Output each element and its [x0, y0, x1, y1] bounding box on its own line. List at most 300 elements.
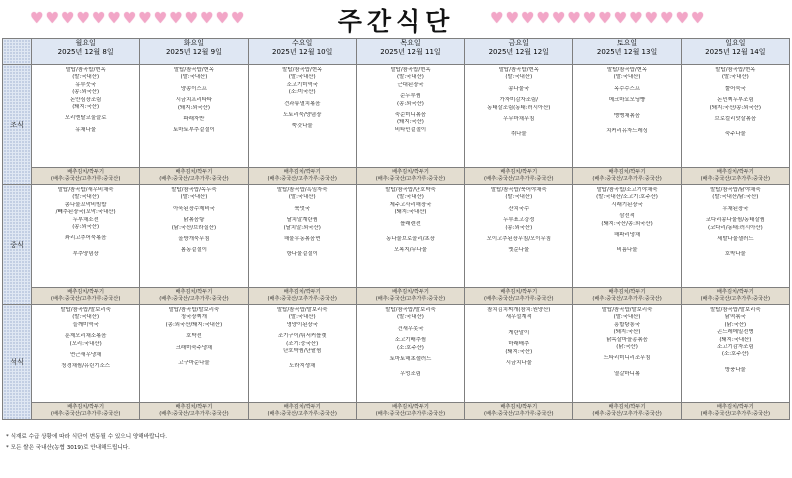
- day-date: 2025년 12월 13일: [596, 48, 658, 56]
- kimchi-name: 배추김치/깍두기: [392, 289, 429, 296]
- menu-item: (돼지:국산): [397, 119, 424, 126]
- menu-items: [249, 305, 356, 371]
- kimchi-origin: (배추:중국산/고추가루:중국산): [50, 296, 121, 302]
- kimchi-name: 배추김치/깍두기: [67, 169, 105, 176]
- menu-item: 흥합탕통국: [614, 321, 641, 328]
- menu-item: 방풍나물: [724, 366, 746, 373]
- kimchi-name: 배추김치/깍두기: [500, 169, 538, 176]
- menu-item: (소:호주산): [397, 344, 424, 351]
- kimchi-cell: [248, 168, 356, 185]
- menu-items: [140, 305, 247, 367]
- page-header: [0, 0, 792, 38]
- day-name: 수요일: [292, 39, 313, 47]
- day-header: [356, 39, 464, 65]
- menu-item: 발탑/참곡밥/현옥: [390, 67, 431, 73]
- day-name: 일요일: [725, 39, 746, 47]
- menu-item: (발:국내산): [180, 74, 208, 81]
- kimchi-origin: (배추:중국산/고추가루:중국산): [700, 411, 771, 417]
- heart-icon: ♥: [107, 9, 121, 27]
- menu-item: 발탑/참곡밥/녹두죽: [171, 187, 217, 193]
- kimchi-name: 배추김치/깍두기: [175, 404, 213, 411]
- menu-item: (오리:국내산): [69, 340, 102, 347]
- kimchi-cell: [681, 168, 789, 185]
- menu-item: 발탑/참곡밥/현옥: [65, 67, 106, 73]
- menu-cell-breakfast: [248, 65, 356, 168]
- kimchi-origin: (배추:중국산/고추가루:중국산): [484, 296, 554, 302]
- heart-icon: ♥: [536, 9, 550, 27]
- menu-item: 죽순미니볶음: [394, 112, 427, 119]
- menu-item: (발:국내산): [397, 314, 424, 321]
- menu-item: 메크마요모닝빵: [608, 97, 646, 104]
- menu-item: (돼지:국산): [613, 329, 641, 336]
- menu-item: 소고기미역국: [286, 81, 318, 88]
- weekly-menu-table: [2, 38, 790, 420]
- menu-item: 발탑/참곡밥/발보리죽: [60, 307, 111, 313]
- menu-items: [249, 65, 356, 131]
- menu-item: (돼지:국산/콩:외국산): [709, 104, 761, 111]
- kimchi-cell: [140, 288, 248, 305]
- kimchi-cell: [356, 403, 464, 420]
- menu-cell-lunch: [32, 185, 140, 288]
- menu-item: (닭:국산/브라질산): [171, 224, 217, 231]
- kimchi-name: 배추김치/깍두기: [716, 404, 754, 411]
- heart-icon: ♥: [45, 9, 59, 27]
- kimchi-name: 배추김치/깍두기: [608, 289, 646, 296]
- heart-icon: ♥: [230, 9, 245, 27]
- menu-item: 견과류멸치볶음: [283, 100, 321, 107]
- menu-cell-lunch: [681, 185, 789, 288]
- kimchi-cell: [140, 403, 248, 420]
- kimchi-cell: [573, 168, 681, 185]
- kimchi-cell: [356, 168, 464, 185]
- meal-row-dinner: [3, 305, 790, 403]
- menu-items: [249, 185, 356, 259]
- kimchi-origin: (배추:중국산/고추가루:중국산): [700, 176, 771, 182]
- menu-item: 조기구이/튀서커틀렛: [277, 333, 327, 340]
- menu-item: 근대된장국: [397, 81, 424, 88]
- menu-item: 올방개묵무침: [178, 236, 210, 243]
- heart-icon: ♥: [153, 9, 168, 27]
- kimchi-cell: [356, 288, 464, 305]
- menu-item: 참치김치찌개(참치:원양산): [487, 307, 551, 313]
- kimchi-origin: (배추:중국산/고추가루:중국산): [375, 176, 446, 182]
- menu-item: (발:국내산): [180, 194, 208, 201]
- heart-icon: ♥: [199, 9, 214, 27]
- menu-item: 유부뭇국: [75, 81, 97, 88]
- heart-icon: ♥: [76, 9, 90, 27]
- menu-item: 취나물: [510, 131, 527, 138]
- menu-item: (돼지:외국산): [177, 104, 210, 111]
- menu-items: [682, 65, 789, 139]
- menu-item: (돼지:국내산): [394, 209, 427, 216]
- kimchi-origin: (배추:중국산/고추가루:중국산): [484, 411, 554, 417]
- menu-cell-breakfast: [465, 65, 573, 168]
- menu-item: (발:국내산): [72, 194, 100, 201]
- menu-items: [357, 65, 464, 134]
- menu-item: 해물우동볶음면: [283, 236, 321, 243]
- menu-items: [465, 65, 572, 139]
- menu-item: 새우설계적: [505, 314, 532, 321]
- menu-cell-breakfast: [32, 65, 140, 168]
- menu-item: 우엉조림: [400, 371, 421, 378]
- menu-item: 호박전: [186, 333, 202, 340]
- menu-item: 부추양념장: [72, 250, 99, 257]
- menu-item: (닭:국산): [724, 321, 747, 328]
- heart-icon: ♥: [551, 9, 566, 27]
- day-name: 토요일: [616, 39, 638, 47]
- kimchi-origin: (배추:중국산/고추가루:중국산): [159, 411, 229, 417]
- kimchi-origin: (배추:중국산/고추가루:중국산): [50, 411, 121, 417]
- kimchi-origin: (배추:중국산/고추가루:중국산): [267, 176, 337, 182]
- menu-item: (돼지:국산): [72, 104, 100, 111]
- menu-items: [573, 65, 680, 135]
- day-date: 2025년 12월 9일: [165, 48, 222, 56]
- kimchi-name: 배추김치/깍두기: [500, 289, 538, 296]
- menu-item: 발탑/참곡밥/발보리죽: [385, 307, 436, 313]
- heart-icon: ♥: [690, 9, 705, 27]
- kimchi-name: 배추김치/깍두기: [283, 289, 321, 296]
- kimchi-name: 배추김치/깍두기: [67, 404, 105, 411]
- menu-item: 오복지/무나물: [393, 247, 428, 254]
- kimchi-name: 배추김치/깍두기: [608, 404, 646, 411]
- menu-item: 동태살조림(동태:러시아산): [487, 104, 551, 111]
- kimchi-origin: (배추:중국산/고추가루:중국산): [159, 296, 229, 302]
- menu-item: 열갈마니볶: [614, 370, 641, 377]
- menu-item: (발:국내산/소고기:호주산): [596, 194, 658, 201]
- kimchi-row: [3, 288, 790, 305]
- menu-item: (돼지:국산): [505, 348, 533, 355]
- menu-item: (조기:중국산): [286, 340, 319, 347]
- menu-items: [140, 65, 247, 135]
- menu-item: 동나물브로콜리/초장: [386, 236, 435, 243]
- menu-cell-dinner: [356, 305, 464, 403]
- heart-icon: ♥: [505, 9, 519, 27]
- day-date: 2025년 12월 14일: [705, 48, 766, 56]
- menu-item: 아욱된장수제비국: [173, 205, 215, 212]
- menu-item: (발:국내산): [397, 74, 424, 81]
- menu-cell-lunch: [248, 185, 356, 288]
- meal-label: 조식: [3, 65, 32, 185]
- heart-icon: ♥: [598, 9, 612, 27]
- kimchi-name: 배추김치/깍두기: [67, 289, 105, 296]
- day-date: 2025년 12월 8일: [57, 48, 114, 56]
- menu-items: [682, 185, 789, 259]
- menu-item: 북엇국: [294, 205, 311, 212]
- kimchi-name: 배추김치/깍두기: [175, 169, 213, 176]
- meal-label: 중식: [3, 185, 32, 305]
- menu-items: [32, 65, 139, 134]
- menu-item: 발탑/참곡밥/현옥: [498, 67, 539, 73]
- kimchi-origin: (배추:중국산/고추가루:중국산): [484, 176, 554, 182]
- menu-items: [357, 185, 464, 255]
- menu-cell-dinner: [32, 305, 140, 403]
- kimchi-origin: (배추:중국산/고추가루:중국산): [592, 411, 662, 417]
- menu-item: 봄동겉절이: [180, 247, 207, 254]
- heart-icon: ♥: [60, 9, 75, 27]
- menu-items: [573, 305, 680, 378]
- note-rice: * 모든 쌀은 국내산(농협 3019)로 안내해드립니다.: [6, 445, 130, 451]
- menu-item: 느타리미니리조무침: [603, 355, 651, 362]
- kimchi-origin: (배추:중국산/고추가루:중국산): [159, 176, 229, 182]
- menu-item: 토마토부추겉절이: [173, 127, 215, 134]
- menu-item: 콩나물꼬막비빔밥: [64, 201, 107, 208]
- heart-icon: ♥: [91, 9, 106, 27]
- day-name: 화요일: [183, 39, 205, 47]
- kimchi-origin: (배추:중국산/고추가루:중국산): [592, 176, 662, 182]
- menu-item: 시금치나물: [505, 360, 532, 367]
- menu-cell-dinner: [573, 305, 681, 403]
- menu-items: [32, 305, 139, 371]
- kimchi-cell: [465, 288, 573, 305]
- menu-item: (소:미국산): [288, 89, 316, 96]
- menu-item: 우무마채무침: [503, 116, 535, 123]
- menu-item: 도라지생채: [289, 363, 316, 370]
- heart-icon: ♥: [215, 9, 229, 27]
- kimchi-row: [3, 168, 790, 185]
- heart-icon: ♥: [490, 9, 504, 27]
- menu-item: 제주고사리해장국: [389, 201, 432, 208]
- menu-items: [140, 185, 247, 255]
- heart-icon: ♥: [675, 9, 689, 27]
- day-name: 금요일: [508, 39, 529, 47]
- kimchi-cell: [681, 288, 789, 305]
- menu-item: 단호박찜/단팥찜: [283, 348, 322, 355]
- menu-cell-dinner: [140, 305, 248, 403]
- day-name: 목요일: [400, 39, 421, 47]
- kimchi-cell: [681, 403, 789, 420]
- day-header: [248, 39, 356, 65]
- heart-icon: ♥: [659, 9, 674, 27]
- menu-item: (콩:외국산): [397, 100, 424, 107]
- menu-item: 숙주나물: [724, 131, 746, 138]
- menu-item: (발:국내산): [721, 74, 749, 81]
- menu-cell-lunch: [465, 185, 573, 288]
- menu-item: 비름나물: [616, 247, 638, 254]
- menu-item: 발탑/참곡밥/현옥: [715, 67, 756, 73]
- heart-icon: ♥: [582, 9, 597, 27]
- menu-item: 발탑/참곡밥/발보리죽: [168, 307, 220, 313]
- menu-item: (콩:외국산): [505, 224, 533, 231]
- menu-item: 발탑/참곡밥/단호박죽: [385, 187, 436, 193]
- heart-icon: ♥: [629, 9, 643, 27]
- menu-item: 돈안심장조림: [70, 96, 102, 103]
- kimchi-name: 배추김치/깍두기: [716, 289, 754, 296]
- kimchi-cell: [32, 403, 140, 420]
- menu-items: [465, 305, 572, 367]
- menu-item: 콩나물국: [508, 85, 530, 92]
- menu-cell-dinner: [248, 305, 356, 403]
- menu-item: 두부채소전: [72, 216, 99, 223]
- day-name: 월요일: [75, 39, 96, 47]
- notes: [6, 432, 167, 454]
- menu-item: /빼추된장국(꼬막:국내산): [55, 209, 116, 216]
- menu-items: [682, 305, 789, 374]
- page-title: 주간식단: [337, 7, 455, 36]
- menu-item: 마래배추: [508, 341, 530, 348]
- kimchi-origin: (배추:중국산/고추가루:중국산): [267, 296, 337, 302]
- menu-item: (콩:외국산/돼지:국내산): [165, 321, 223, 328]
- menu-item: 발탑/참곡밥/새우비채죽: [57, 187, 114, 193]
- menu-item: (소:호주산): [721, 351, 749, 358]
- menu-item: 치커리유자드레싱: [606, 128, 648, 135]
- kimchi-name: 배추김치/깍두기: [716, 169, 754, 176]
- menu-item: 뿔어묵국: [724, 85, 746, 92]
- menu-item: (발:국내산): [288, 314, 316, 321]
- day-date: 2025년 12월 11일: [380, 48, 441, 56]
- menu-item: (발:국내산): [505, 194, 533, 201]
- menu-item: 발탑/참곡밥/현옥: [173, 67, 214, 73]
- menu-item: (닭:국산): [616, 344, 638, 351]
- kimchi-origin: (배추:중국산/고추가루:중국산): [700, 296, 771, 302]
- menu-item: 게란말이: [508, 329, 530, 336]
- menu-cell-lunch: [356, 185, 464, 288]
- menu-item: 시래기된장국: [611, 201, 643, 208]
- menu-item: (발:국내산/닭:국산): [712, 194, 759, 201]
- menu-item: 영양이된장국: [286, 321, 318, 328]
- meal-row-breakfast: [3, 65, 790, 168]
- menu-item: 시금치프리타타: [175, 97, 213, 104]
- kimchi-cell: [248, 403, 356, 420]
- kimchi-name: 배추김치/깍두기: [175, 289, 213, 296]
- menu-item: (돼지:국산/콩:외국산): [601, 220, 653, 227]
- kimchi-origin: (배추:중국산/고추가루:중국산): [267, 411, 337, 417]
- note-supply: * 식재료 수급 상황에 따라 식단이 변동될 수 있으니 양해바랍니다.: [6, 434, 168, 440]
- menu-item: 닭볶음탕: [183, 217, 205, 224]
- menu-item: 크래미숙주냉채: [175, 344, 213, 351]
- menu-item: (콩:외국산): [72, 89, 100, 96]
- menu-item: 비타민겉절이: [394, 126, 427, 133]
- menu-item: 파래자반: [183, 116, 205, 123]
- day-header-row: [3, 39, 790, 65]
- kimchi-origin: (배추:중국산/고추가루:중국산): [50, 176, 121, 182]
- menu-item: 토마토해초샐러드: [389, 356, 432, 363]
- menu-item: 맹맹채볶음: [614, 112, 641, 119]
- menu-item: 발탑/참곡밥/발보리죽: [276, 307, 328, 313]
- day-header: [465, 39, 573, 65]
- menu-items: [32, 185, 139, 258]
- menu-item: 오리엔탈코울슬로: [64, 115, 107, 122]
- menu-item: 청경채찜/유린기소스: [61, 363, 110, 370]
- menu-item: (발:국내산): [505, 74, 533, 81]
- menu-item: 청국장찌개: [180, 314, 207, 321]
- kimchi-origin: (배추:중국산/고추가루:중국산): [375, 411, 446, 417]
- menu-item: 유채나물: [75, 126, 97, 133]
- menu-item: 우채된장국: [722, 205, 749, 212]
- kimchi-cell: [32, 288, 140, 305]
- heart-icon: ♥: [184, 9, 198, 27]
- menu-item: 소고기감자조림: [717, 344, 754, 351]
- menu-item: 연근새우냉채: [70, 352, 102, 359]
- day-header: [32, 39, 140, 65]
- menu-item: (발:국내산): [613, 74, 641, 81]
- kimchi-cell: [248, 288, 356, 305]
- kimchi-name: 배추김치/깍두기: [392, 169, 429, 176]
- menu-item: (발:국내산): [72, 314, 100, 321]
- day-date: 2025년 12월 10일: [272, 48, 333, 56]
- kimchi-row: [3, 403, 790, 420]
- menu-cell-dinner: [465, 305, 573, 403]
- menu-items: [465, 185, 572, 255]
- heart-icon: ♥: [644, 9, 658, 27]
- menu-item: 순두부찜: [400, 93, 421, 100]
- menu-cell-breakfast: [140, 65, 248, 168]
- menu-item: 발탑/참곡밥/소고기야채죽: [596, 187, 658, 193]
- menu-item: 발탑/참곡밥/북어야채죽: [490, 187, 547, 193]
- menu-item: 들깨미역국: [72, 321, 99, 328]
- heart-icon: ♥: [169, 9, 183, 27]
- menu-item: 가자미감자조림/: [499, 97, 538, 104]
- kimchi-cell: [465, 168, 573, 185]
- meal-row-lunch: [3, 185, 790, 288]
- menu-item: 세발나물샐러드: [717, 236, 754, 243]
- heart-icon: ♥: [30, 9, 44, 27]
- menu-item: 발탑/참곡밥/발보리죽: [710, 307, 761, 313]
- menu-item: 건새우못국: [397, 325, 424, 332]
- menu-items: [573, 185, 680, 255]
- menu-item: 브로컬리맛살볶음: [714, 116, 757, 123]
- menu-item: 발탑/참곡밥/현옥: [607, 67, 648, 73]
- menu-item: 발탑/참곡밥/흑임자죽: [276, 187, 328, 193]
- menu-cell-lunch: [140, 185, 248, 288]
- menu-item: 잔치국수: [508, 205, 530, 212]
- menu-cell-dinner: [681, 305, 789, 403]
- menu-item: 발탑/참곡밥/닭야채죽: [710, 187, 761, 193]
- menu-item: (돼지:국내산): [719, 336, 752, 343]
- menu-item: 날치알계란찜: [286, 217, 318, 224]
- menu-item: (코다리/동태:러시아산): [707, 224, 763, 231]
- menu-item: 엣순나물: [508, 247, 530, 254]
- menu-cell-breakfast: [356, 65, 464, 168]
- menu-item: 코다리콩나물찜/동태살찜: [705, 217, 765, 224]
- heart-icon: ♥: [613, 9, 628, 27]
- kimchi-name: 배추김치/깍두기: [608, 169, 646, 176]
- menu-cell-breakfast: [681, 65, 789, 168]
- kimchi-origin: (배추:중국산/고추가루:중국산): [592, 296, 662, 302]
- kimchi-name: 배추김치/깍두기: [500, 404, 538, 411]
- menu-item: 호박나물: [724, 251, 746, 258]
- menu-item: (콩:외국산): [72, 224, 100, 231]
- menu-item: 항나물겉절이: [286, 251, 318, 258]
- menu-item: 쑥갓나물: [291, 123, 313, 130]
- menu-item: 훈제오리채소볶음: [64, 333, 107, 340]
- menu-item: (발:국내산): [288, 194, 316, 201]
- kimchi-origin: (배추:중국산/고추가루:중국산): [375, 296, 446, 302]
- menu-item: 도토리묵/양념장: [283, 112, 322, 119]
- menu-item: 해파리냉채: [614, 232, 641, 239]
- day-date: 2025년 12월 12일: [488, 48, 549, 56]
- menu-item: (발:국내산): [288, 74, 316, 81]
- menu-item: 고구마순나물: [178, 360, 210, 367]
- kimchi-cell: [140, 168, 248, 185]
- corner-cell: [3, 39, 32, 65]
- menu-item: 꽈리고추어묵볶음: [64, 235, 107, 242]
- menu-cell-breakfast: [573, 65, 681, 168]
- menu-item: 소고기배추찜: [394, 337, 427, 344]
- kimchi-name: 배추김치/깍두기: [392, 404, 429, 411]
- kimchi-name: 배추김치/깍두기: [283, 169, 321, 176]
- heart-icon: ♥: [122, 9, 137, 27]
- menu-item: (발:국내산): [613, 314, 641, 321]
- heart-icon: ♥: [138, 9, 152, 27]
- menu-item: 닭목살마늘종볶음: [606, 336, 648, 343]
- meal-label: 석식: [3, 305, 32, 420]
- heart-icon: ♥: [567, 9, 581, 27]
- menu-cell-lunch: [573, 185, 681, 288]
- day-header: [573, 39, 681, 65]
- kimchi-cell: [573, 403, 681, 420]
- menu-item: 틀래렌전: [400, 220, 421, 227]
- kimchi-cell: [465, 403, 573, 420]
